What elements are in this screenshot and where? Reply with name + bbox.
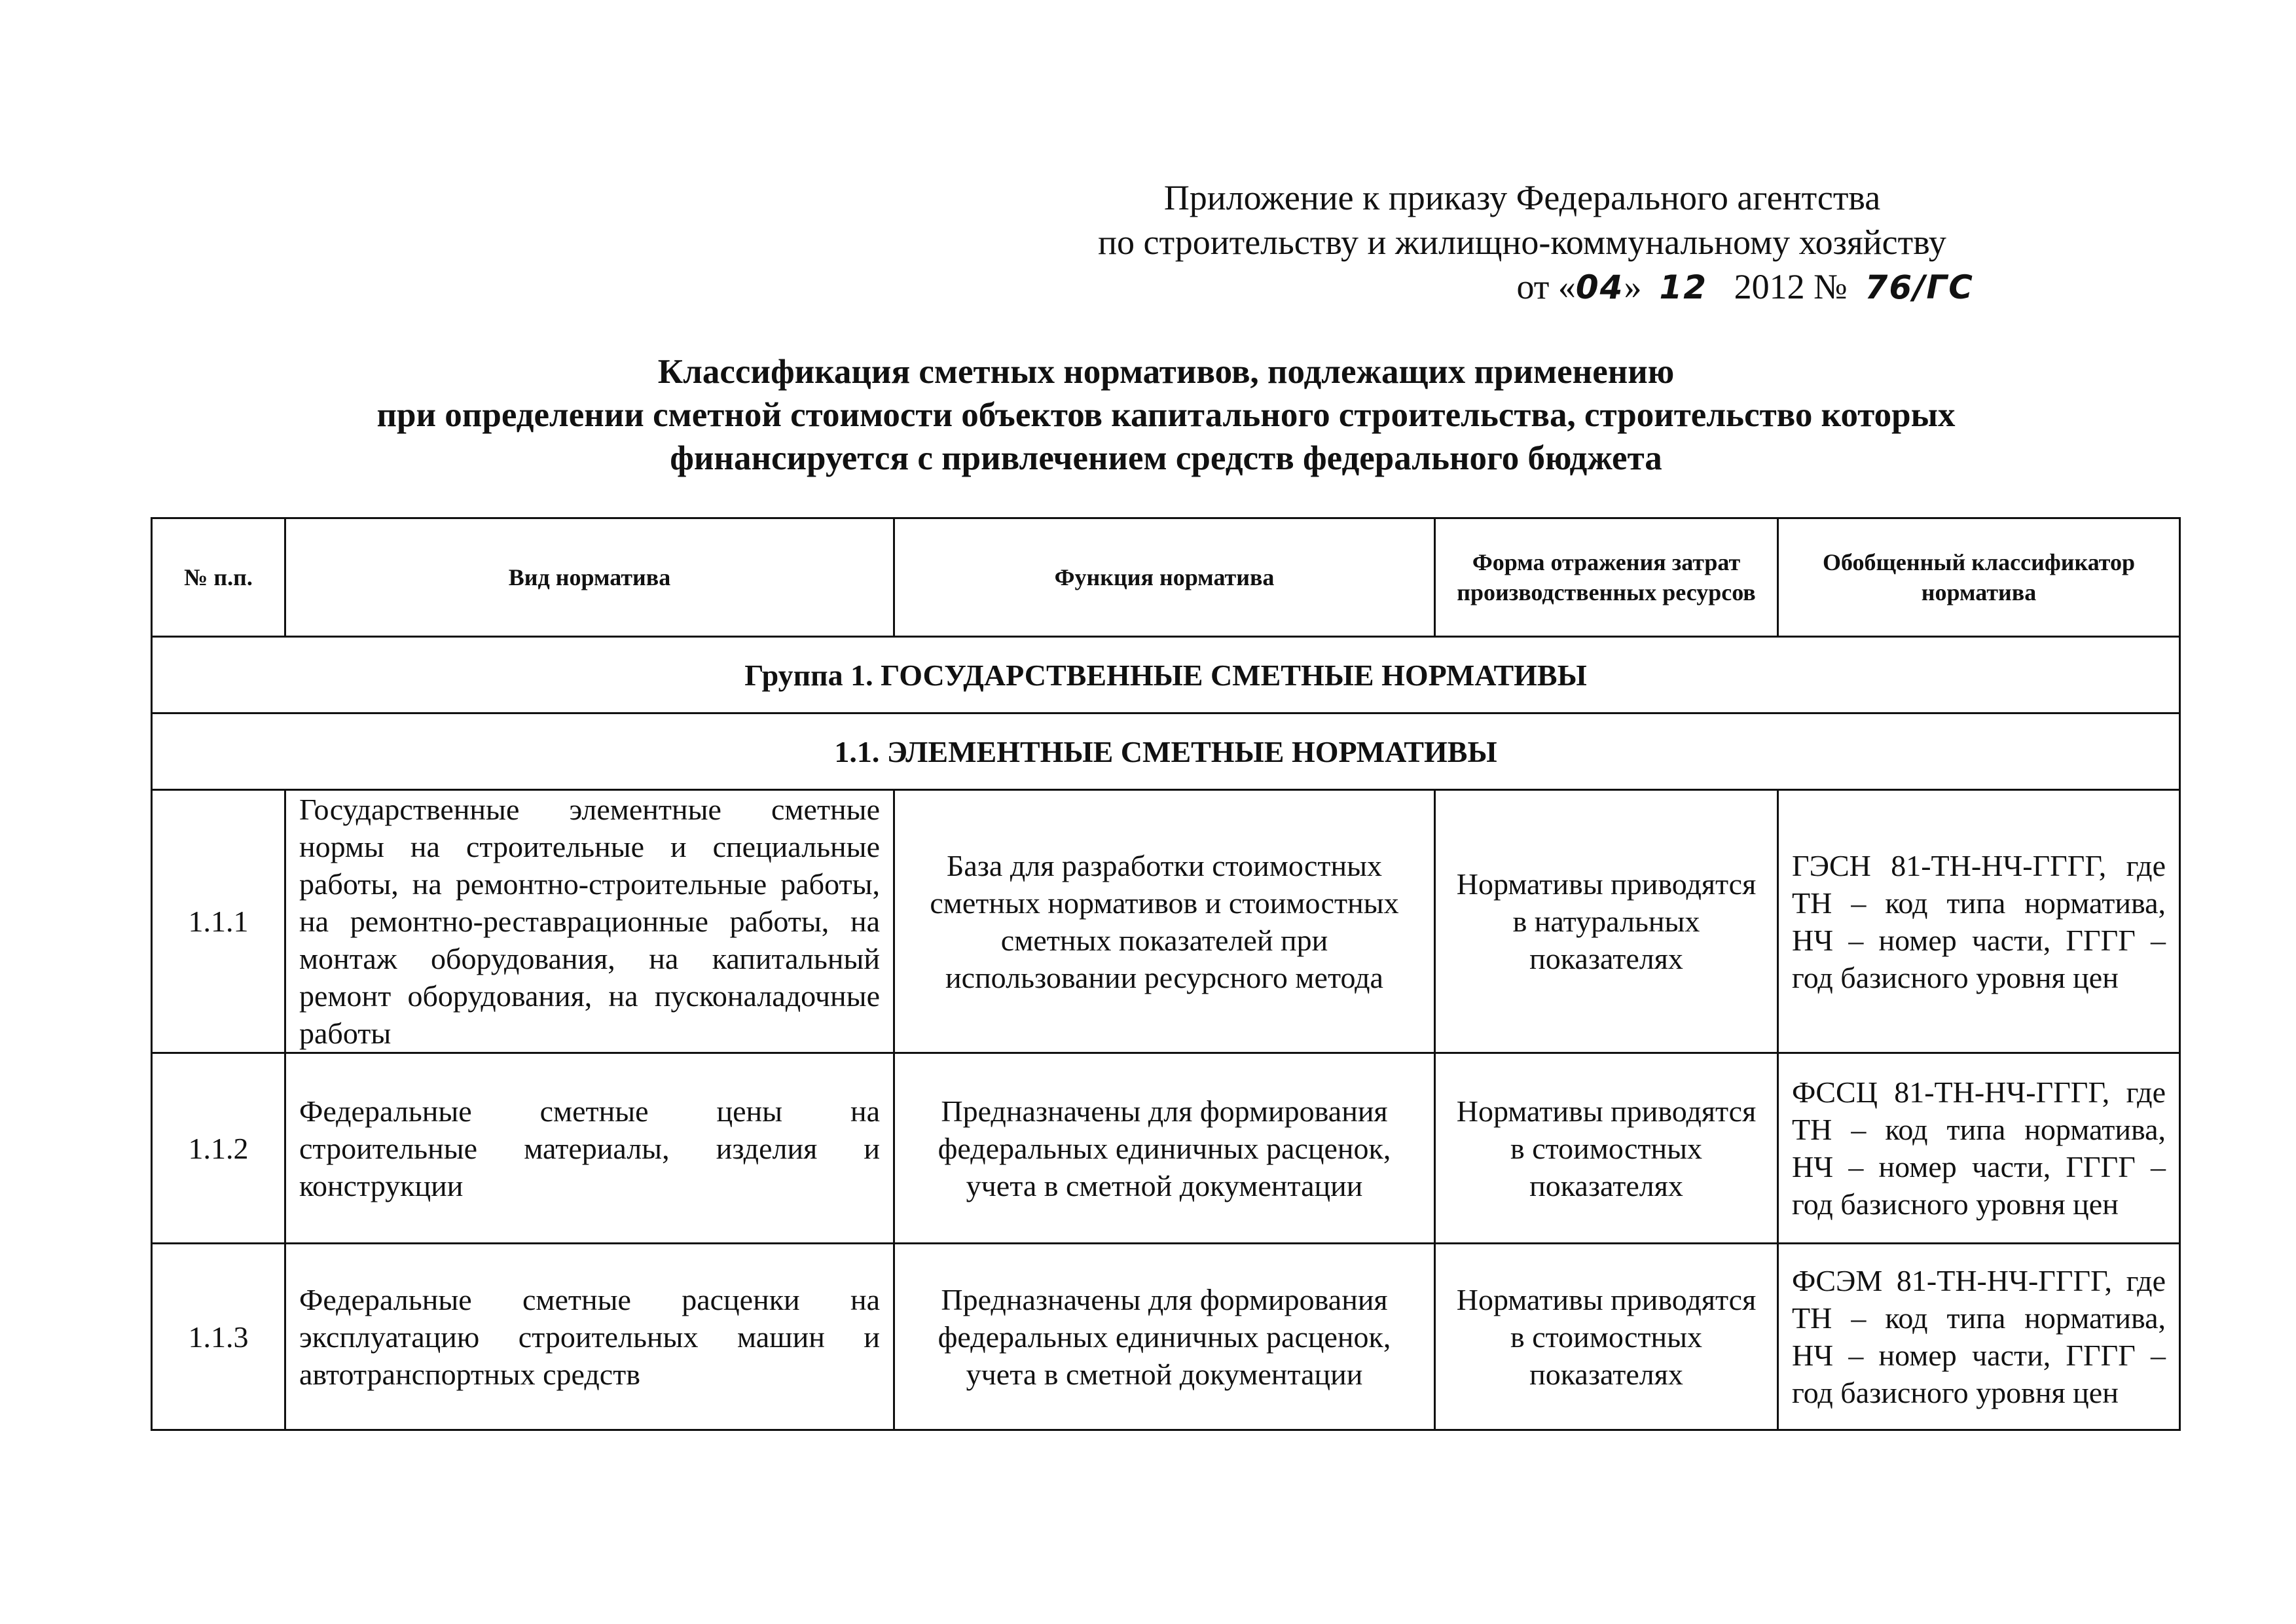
document-title-line-1: Классификация сметных нормативов, подлежащих применению — [657, 353, 1675, 391]
subgroup-title: 1.1. ЭЛЕМЕНТНЫЕ СМЕТНЫЕ НОРМАТИВЫ — [152, 713, 2180, 790]
document-title-line-3: финансируется с привлечением средств федерального бюджета — [670, 439, 1662, 477]
table-row — [152, 1053, 2180, 1244]
row-number: 1.1.3 — [152, 1244, 285, 1430]
order-date-line — [900, 264, 2144, 310]
group-row — [152, 637, 2180, 713]
classifier-code: ФСЭМ 81-ТН-НЧ-ГГГГ, где ТН – код типа норматива, НЧ – номер части, ГГГГ – год базисного уровня цен — [1778, 1244, 2180, 1430]
subgroup-row — [152, 713, 2180, 790]
group-title: Группа 1. ГОСУДАРСТВЕННЫЕ СМЕТНЫЕ НОРМАТИВЫ — [152, 637, 2180, 713]
norm-function: Предназначены для формирования федеральных единичных расценок, учета в сметной документации — [894, 1053, 1435, 1244]
cost-form: Нормативы приводятся в натуральных показателях — [1435, 790, 1778, 1053]
row-number: 1.1.1 — [152, 790, 285, 1053]
row-number: 1.1.2 — [152, 1053, 285, 1244]
column-header-function: Функция норматива — [894, 518, 1435, 637]
table-row — [152, 1244, 2180, 1430]
classifier-code: ФССЦ 81-ТН-НЧ-ГГГГ, где ТН – код типа норматива, НЧ – номер части, ГГГГ – год базисного уровня цен — [1778, 1053, 2180, 1244]
document-title — [155, 350, 2178, 480]
norm-function: База для разработки стоимостных сметных нормативов и стоимостных сметных показателей при использовании ресурсного метода — [894, 790, 1435, 1053]
column-header-kind: Вид норматива — [285, 518, 894, 637]
table-header-row — [152, 518, 2180, 637]
table-row — [152, 790, 2180, 1053]
classification-table — [151, 517, 2181, 1431]
appendix-header — [900, 175, 2144, 310]
norm-kind: Государственные элементные сметные нормы на строительные и специальные работы, на ремонтно-строительные работы, на ремонтно-реставрационные работы, на монтаж оборудования, на капитальный ремонт оборудования, на пусконаладочные работы — [285, 790, 894, 1053]
column-header-number: № п.п. — [152, 518, 285, 637]
date-prefix: от « — [1516, 267, 1576, 306]
handwritten-month: 12 — [1659, 268, 1708, 306]
norm-kind: Федеральные сметные цены на строительные материалы, изделия и конструкции — [285, 1053, 894, 1244]
handwritten-order-number: 76/ГС — [1865, 268, 1974, 306]
column-header-cost-form: Форма отражения затрат производственных ресурсов — [1435, 518, 1778, 637]
document-title-line-2: при определении сметной стоимости объектов капитального строительства, строительство которых — [376, 396, 1956, 434]
handwritten-day: 04 — [1575, 268, 1624, 306]
classifier-code: ГЭСН 81-ТН-НЧ-ГГГГ, где ТН – код типа норматива, НЧ – номер части, ГГГГ – год базисного уровня цен — [1778, 790, 2180, 1053]
norm-kind: Федеральные сметные расценки на эксплуатацию строительных машин и автотранспортных средств — [285, 1244, 894, 1430]
column-header-classifier: Обобщенный классификатор норматива — [1778, 518, 2180, 637]
norm-function: Предназначены для формирования федеральных единичных расценок, учета в сметной документации — [894, 1244, 1435, 1430]
appendix-header-line-1: Приложение к приказу Федерального агентства — [1163, 178, 1881, 217]
date-close-quote: » — [1624, 267, 1642, 306]
cost-form: Нормативы приводятся в стоимостных показателях — [1435, 1244, 1778, 1430]
date-year: 2012 № — [1734, 267, 1848, 306]
appendix-header-line-2: по строительству и жилищно-коммунальному хозяйству — [1098, 223, 1946, 262]
cost-form: Нормативы приводятся в стоимостных показателях — [1435, 1053, 1778, 1244]
